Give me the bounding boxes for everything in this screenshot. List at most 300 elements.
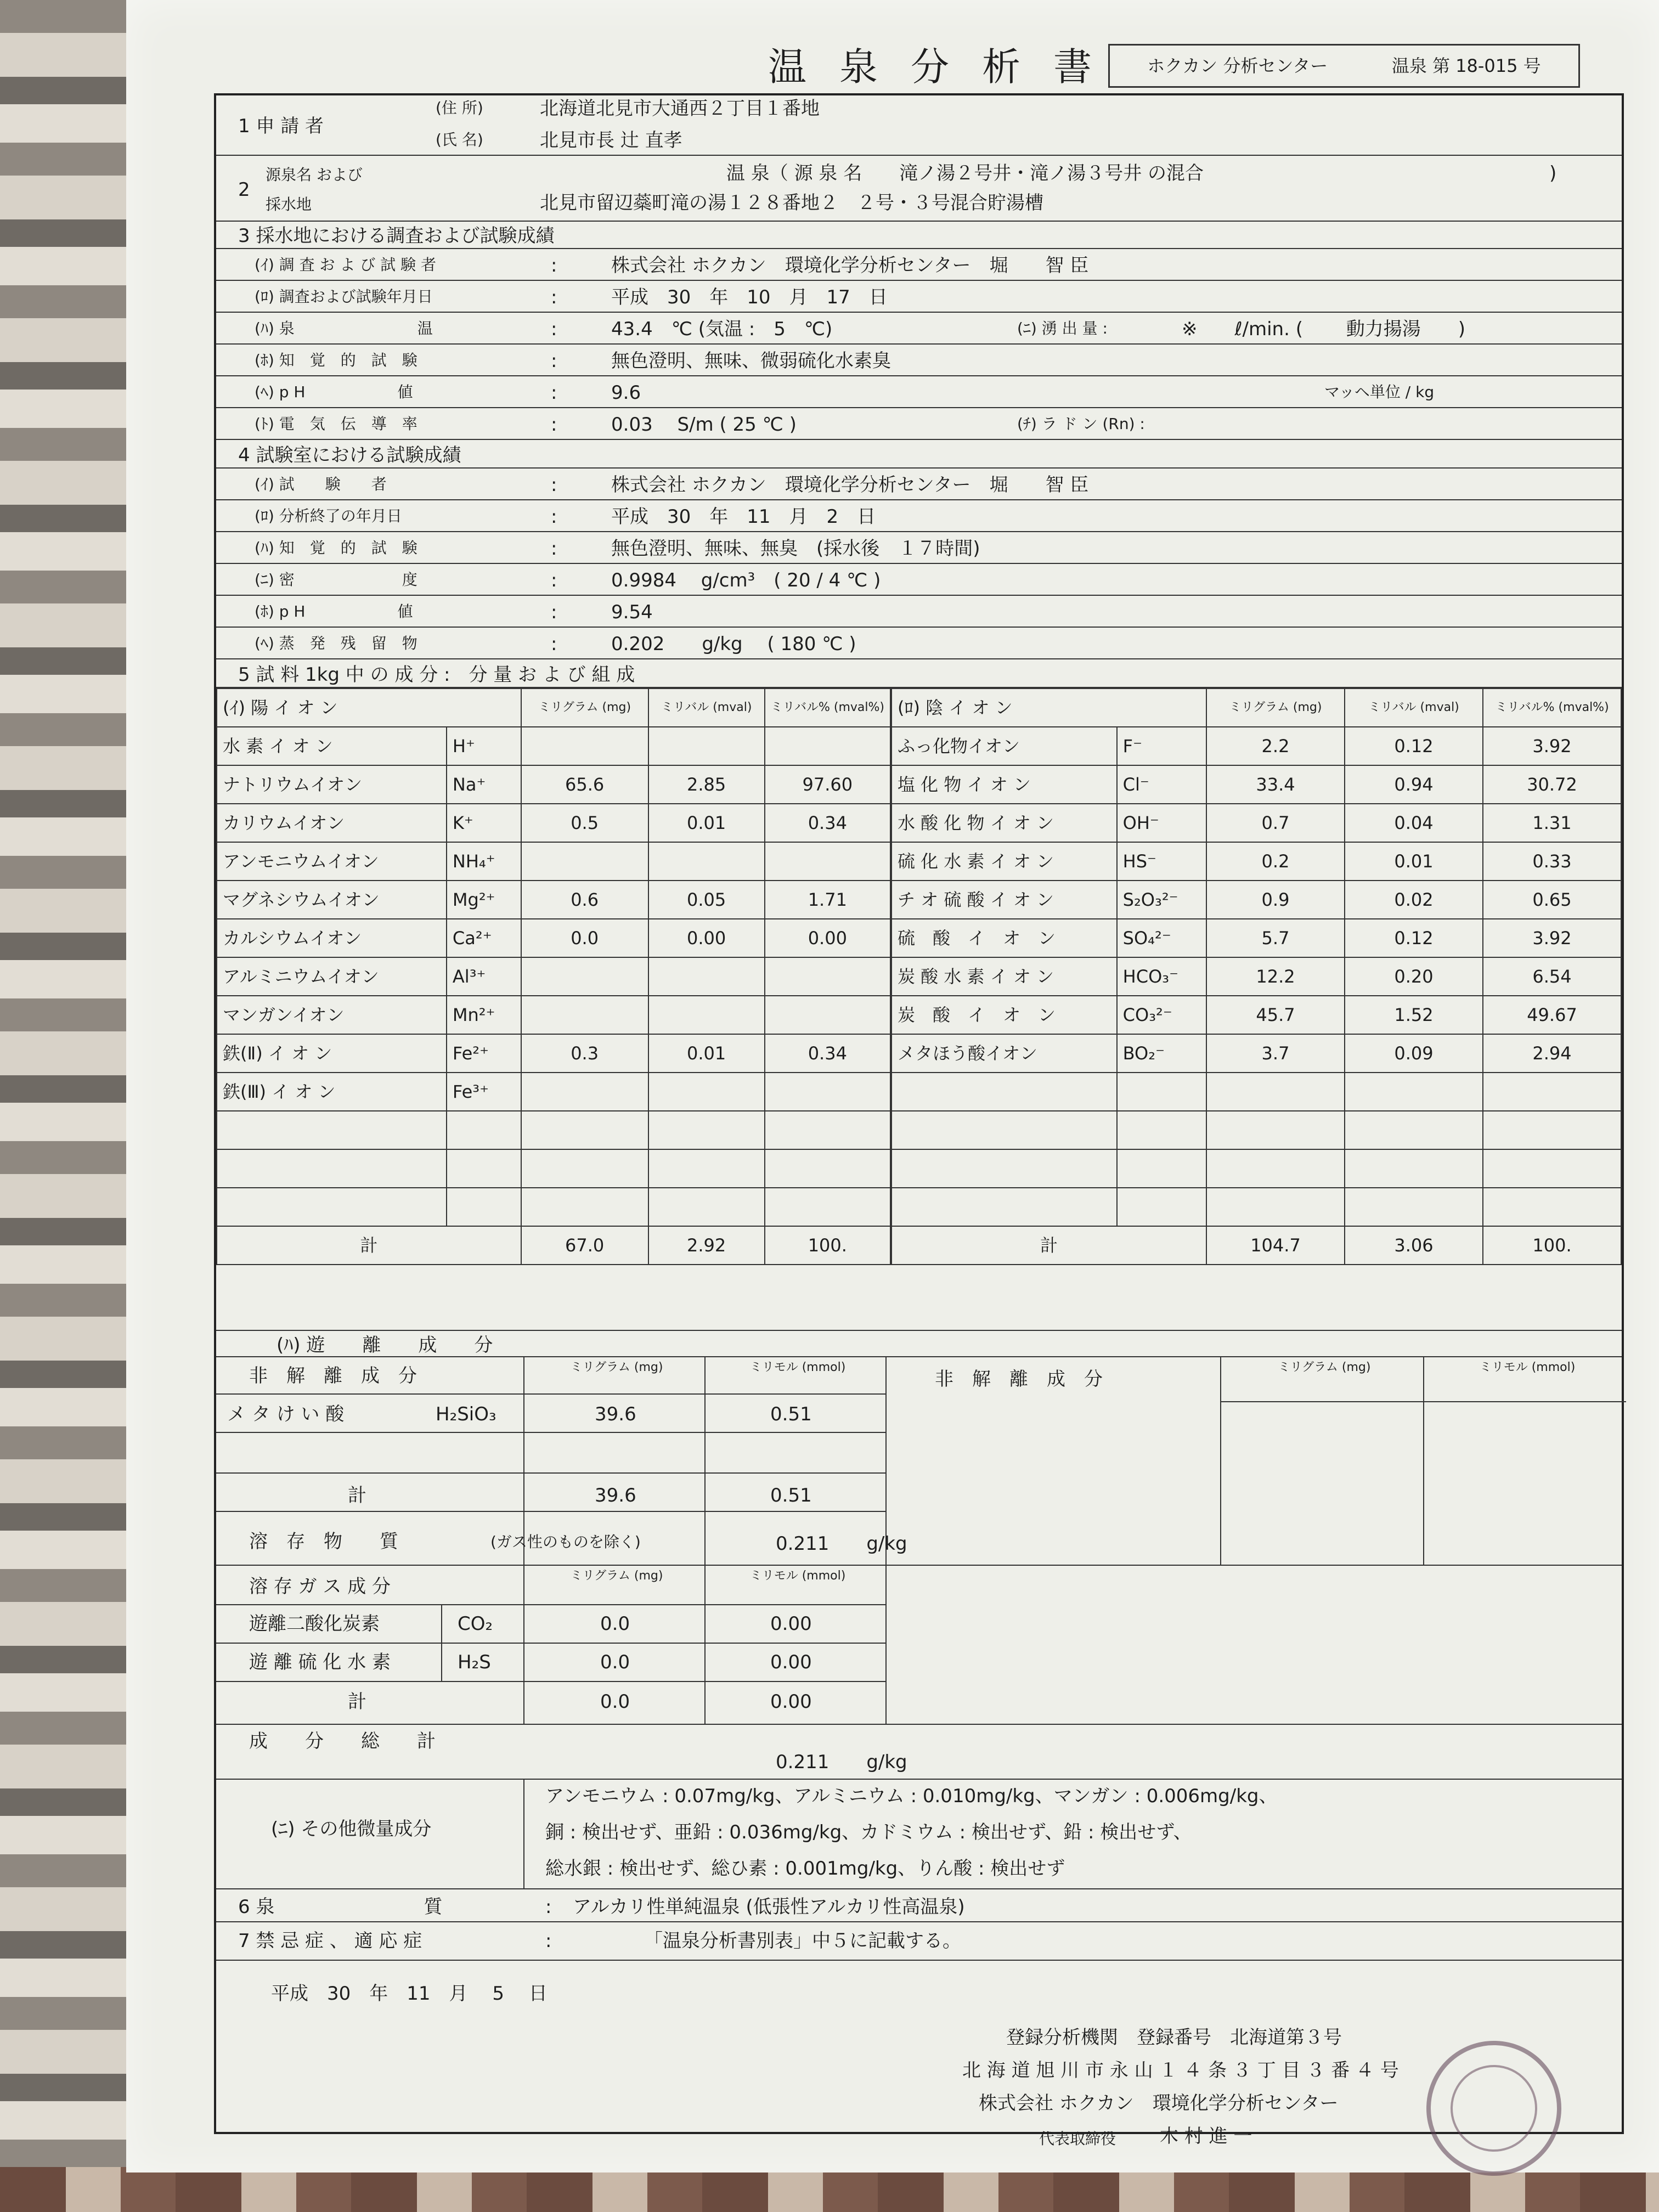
s3-row-label: (ﾄ) 電 気 伝 導 率	[255, 415, 417, 433]
metasilicic-mmol: 0.51	[770, 1403, 812, 1425]
ion-mval: 1.52	[1345, 996, 1483, 1034]
section3-heading-row	[216, 222, 1622, 249]
ion-name: マグネシウムイオン	[217, 881, 447, 919]
nondiss-total-mg: 39.6	[595, 1485, 636, 1506]
ion-mval: 0.00	[648, 919, 765, 957]
report-number: 温泉 第 18-015 号	[1391, 55, 1541, 76]
spring-close: )	[1549, 162, 1557, 184]
ion-name: 鉄(Ⅲ) イ オ ン	[217, 1073, 447, 1111]
ion-row	[891, 727, 1621, 765]
empty-cell	[1345, 1188, 1483, 1226]
ion-name: ふっ化物イオン	[891, 727, 1117, 765]
ion-mval: 0.12	[1345, 919, 1483, 957]
ion-mval: 0.05	[648, 881, 765, 919]
ion-name: 硫 酸 イ オ ン	[891, 919, 1117, 957]
dissolved-value: 0.211 g/kg	[776, 1533, 907, 1555]
empty-cell	[1345, 1073, 1483, 1111]
cation-table	[216, 688, 891, 1265]
s4-row-value: 株式会社 ホクカン 環境化学分析センター 堀 智 臣	[611, 474, 1089, 496]
section5-heading: 5 試 料 1kg 中 の 成 分 : 分 量 お よ び 組 成	[238, 664, 635, 686]
divider	[523, 1566, 524, 1725]
ion-formula: SO₄²⁻	[1117, 919, 1206, 957]
s3-row-colon: :	[551, 255, 557, 276]
anion-heading: (ﾛ) 陰 イ オ ン	[891, 689, 1206, 727]
ion-formula: Na⁺	[447, 765, 521, 804]
ion-mval: 0.20	[1345, 957, 1483, 996]
ion-total-row	[891, 1226, 1621, 1265]
nondiss-col-mmol-right: ミリモル (mmol)	[1479, 1361, 1576, 1374]
ion-formula: OH⁻	[1117, 804, 1206, 842]
s3-row	[216, 281, 1622, 313]
ion-mvalp: 1.71	[765, 881, 890, 919]
section-applicant	[216, 95, 1622, 156]
ion-mg: 33.4	[1206, 765, 1345, 804]
divider	[216, 1432, 885, 1433]
empty-cell	[447, 1149, 521, 1188]
metasilicic-formula: H₂SiO₃	[436, 1403, 496, 1425]
ion-row	[891, 842, 1621, 881]
ion-row-empty	[217, 1188, 890, 1226]
section4-heading-row	[216, 441, 1622, 469]
ion-name: 鉄(Ⅱ) イ オ ン	[217, 1034, 447, 1073]
gas-block	[216, 1566, 1622, 1725]
ion-mvalp: 0.33	[1483, 842, 1621, 881]
gas-co2-name: 遊離二酸化炭素	[249, 1613, 380, 1635]
s3-row-label: (ﾛ) 調査および試験年月日	[255, 287, 433, 306]
ion-row-empty	[217, 1111, 890, 1149]
s4-row-colon: :	[551, 633, 557, 655]
section5-heading-row	[216, 661, 1622, 688]
s3-row	[216, 345, 1622, 376]
divider	[216, 1643, 885, 1644]
section-quality	[216, 1889, 1622, 1922]
ion-formula: HS⁻	[1117, 842, 1206, 881]
ion-mg: 45.7	[1206, 996, 1345, 1034]
divider	[885, 1566, 887, 1725]
gas-co2-formula: CO₂	[458, 1613, 493, 1635]
s4-row	[216, 500, 1622, 532]
s4-row-value: 0.202 g/kg ( 180 ℃ )	[611, 633, 856, 655]
anion-header-row	[891, 689, 1621, 727]
ion-formula: HCO₃⁻	[1117, 957, 1206, 996]
empty-cell	[1206, 1188, 1345, 1226]
divider	[216, 1511, 885, 1512]
s3-row-colon: :	[551, 350, 557, 372]
dissolved-label: 溶 存 物 質	[249, 1531, 398, 1553]
ion-row	[217, 1073, 890, 1111]
form-frame	[214, 93, 1624, 2148]
ion-mval: 0.04	[1345, 804, 1483, 842]
gas-h2s-mg: 0.0	[600, 1651, 630, 1673]
cation-heading: (ｲ) 陽 イ オ ン	[217, 689, 521, 727]
empty-cell	[891, 1111, 1117, 1149]
quality-colon: :	[545, 1896, 552, 1918]
indications-value: 「温泉分析書別表」中５に記載する。	[644, 1930, 961, 1952]
ion-formula: NH₄⁺	[447, 842, 521, 881]
ion-mval: 0.02	[1345, 881, 1483, 919]
s3-row-value: 43.4 ℃ (気温 : 5 ℃)	[611, 318, 833, 340]
empty-cell	[1483, 1188, 1621, 1226]
ion-formula: CO₃²⁻	[1117, 996, 1206, 1034]
applicant-name: 北見市長 辻 直孝	[540, 129, 682, 151]
s3-row-colon: :	[551, 286, 557, 308]
empty-cell	[447, 1111, 521, 1149]
ion-mval: 0.01	[1345, 842, 1483, 881]
ion-mg: 65.6	[521, 765, 648, 804]
name-label: (氏 名)	[436, 131, 483, 149]
source-number: 2	[238, 179, 250, 201]
ion-name: チ オ 硫 酸 イ オ ン	[891, 881, 1117, 919]
ion-row-empty	[217, 1149, 890, 1188]
ion-mg: 0.6	[521, 881, 648, 919]
ion-mval	[648, 727, 765, 765]
nondiss-col-mmol: ミリモル (mmol)	[749, 1361, 846, 1374]
empty-cell	[1117, 1073, 1206, 1111]
total-value: 0.211 g/kg	[776, 1751, 907, 1773]
anion-col-mval: ミリバル (mval)	[1345, 689, 1483, 727]
spring-name: 温 泉（ 源 泉 名 滝ノ湯２号井・滝ノ湯３号井 の混合	[726, 162, 1204, 184]
source-label-1: 源泉名 および	[266, 166, 363, 184]
s4-row-colon: :	[551, 506, 557, 528]
s3-row-value: 平成 30 年 10 月 17 日	[611, 286, 888, 308]
ion-mvalp: 30.72	[1483, 765, 1621, 804]
indications-label: 7 禁 忌 症 、 適 応 症	[238, 1930, 422, 1952]
nondiss-label-right: 非 解 離 成 分	[935, 1368, 1103, 1390]
gas-label: 溶 存 ガ ス 成 分	[249, 1576, 391, 1598]
empty-cell	[648, 1188, 765, 1226]
ion-total-mval: 2.92	[648, 1226, 765, 1265]
ion-mg: 0.0	[521, 919, 648, 957]
trace-line-2: 銅 : 検出せず、亜鉛 : 0.036mg/kg、カドミウム : 検出せず、鉛 : 検出せず、	[545, 1821, 1192, 1843]
ion-name: ナトリウムイオン	[217, 765, 447, 804]
section-source	[216, 156, 1622, 222]
section4-heading: 4 試験室における試験成績	[238, 444, 461, 466]
cation-col-mg: ミリグラム (mg)	[521, 689, 648, 727]
ion-formula: Mg²⁺	[447, 881, 521, 919]
gas-h2s-name: 遊 離 硫 化 水 素	[249, 1651, 391, 1673]
s4-row-label: (ﾎ) p H 値	[255, 602, 413, 620]
empty-cell	[891, 1073, 1117, 1111]
indications-colon: :	[545, 1930, 552, 1952]
ion-mvalp: 0.65	[1483, 881, 1621, 919]
dissolved-note: (ガス性のものを除く)	[490, 1533, 641, 1551]
s3-row-label: (ﾎ) 知 覚 的 試 験	[255, 351, 417, 369]
divider	[704, 1566, 706, 1725]
empty-cell	[891, 1188, 1117, 1226]
ion-name: 硫 化 水 素 イ オ ン	[891, 842, 1117, 881]
s3-row	[216, 249, 1622, 281]
ion-name: 炭 酸 水 素 イ オ ン	[891, 957, 1117, 996]
background-left	[0, 0, 126, 2212]
flow-label: (ﾆ) 湧 出 量 :	[1017, 319, 1108, 337]
ion-mvalp: 49.67	[1483, 996, 1621, 1034]
divider	[216, 1393, 885, 1395]
divider	[216, 1472, 885, 1474]
empty-cell	[217, 1149, 447, 1188]
quality-label: 6 泉 質	[238, 1896, 443, 1918]
empty-cell	[521, 1149, 648, 1188]
ion-mval	[648, 957, 765, 996]
document-title: 温泉分析書	[768, 44, 1125, 89]
ion-name: カルシウムイオン	[217, 919, 447, 957]
divider	[1423, 1357, 1424, 1566]
ion-mvalp: 3.92	[1483, 919, 1621, 957]
total-label: 成 分 総 計	[249, 1730, 436, 1752]
ion-row	[891, 919, 1621, 957]
ion-mg	[521, 842, 648, 881]
s3-row	[216, 408, 1622, 440]
ion-mvalp	[765, 1073, 890, 1111]
ion-name: 水 酸 化 物 イ オ ン	[891, 804, 1117, 842]
ion-total-row	[217, 1226, 890, 1265]
ion-mval: 0.09	[1345, 1034, 1483, 1073]
ion-mg: 2.2	[1206, 727, 1345, 765]
ion-mg: 0.5	[521, 804, 648, 842]
ion-mvalp: 0.34	[765, 804, 890, 842]
empty-cell	[521, 1188, 648, 1226]
report-org: ホクカン 分析センター	[1147, 55, 1328, 76]
ion-row	[217, 957, 890, 996]
ion-formula: S₂O₃²⁻	[1117, 881, 1206, 919]
ion-mvalp: 0.34	[765, 1034, 890, 1073]
ion-row	[217, 727, 890, 765]
cation-header-row	[217, 689, 890, 727]
s4-row-label: (ﾛ) 分析終了の年月日	[255, 507, 402, 525]
applicant-address: 北海道北見市大通西２丁目１番地	[540, 98, 820, 120]
empty-cell	[1483, 1073, 1621, 1111]
ion-formula: BO₂⁻	[1117, 1034, 1206, 1073]
lab-name: 株式会社 ホクカン 環境化学分析センター	[979, 2092, 1339, 2114]
sampling-location: 北見市留辺蘂町滝の湯１２８番地２ ２号・３号混合貯湯槽	[540, 192, 1043, 214]
ion-mval	[648, 996, 765, 1034]
s4-row	[216, 532, 1622, 564]
ion-formula: Cl⁻	[1117, 765, 1206, 804]
ion-mval	[648, 1073, 765, 1111]
ion-formula: Al³⁺	[447, 957, 521, 996]
gas-co2-mg: 0.0	[600, 1613, 630, 1635]
cation-col-mval: ミリバル (mval)	[648, 689, 765, 727]
divider	[1220, 1357, 1221, 1566]
divider	[1220, 1401, 1626, 1402]
ion-formula: Fe²⁺	[447, 1034, 521, 1073]
ion-row	[891, 765, 1621, 804]
empty-cell	[1206, 1111, 1345, 1149]
s3-row-colon: :	[551, 382, 557, 404]
ion-mvalp: 97.60	[765, 765, 890, 804]
ion-mval: 0.94	[1345, 765, 1483, 804]
ion-mg: 0.3	[521, 1034, 648, 1073]
nondiss-total-label: 計	[348, 1485, 366, 1506]
radon-label: (ﾁ) ラ ド ン (Rn) :	[1017, 415, 1145, 433]
empty-cell	[765, 1149, 890, 1188]
flow-value: ※ ℓ/min. ( 動力揚湯 )	[1182, 318, 1466, 340]
s4-row-colon: :	[551, 601, 557, 623]
ion-row-empty	[891, 1073, 1621, 1111]
free-components-heading-row	[216, 1330, 1622, 1357]
ion-row	[891, 881, 1621, 919]
free-components-heading: (ﾊ) 遊 離 成 分	[276, 1334, 493, 1356]
trace-line-1: アンモニウム : 0.07mg/kg、アルミニウム : 0.010mg/kg、マンガン : 0.006mg/kg、	[545, 1785, 1278, 1807]
ion-mvalp	[765, 842, 890, 881]
trace-block	[216, 1780, 1622, 1889]
ion-name: メタほう酸イオン	[891, 1034, 1117, 1073]
representative-name: 木 村 進 一	[1160, 2125, 1252, 2147]
s4-row-label: (ﾊ) 知 覚 的 試 験	[255, 539, 417, 557]
s4-row	[216, 564, 1622, 596]
report-number-box	[1108, 44, 1580, 88]
s4-row	[216, 628, 1622, 659]
empty-cell	[1117, 1149, 1206, 1188]
ion-mg	[521, 996, 648, 1034]
ion-name: 炭 酸 イ オ ン	[891, 996, 1117, 1034]
ion-total-label: 計	[217, 1226, 521, 1265]
gas-co2-mmol: 0.00	[770, 1613, 812, 1635]
empty-cell	[648, 1111, 765, 1149]
ion-mval: 0.12	[1345, 727, 1483, 765]
s3-row-colon: :	[551, 318, 557, 340]
s4-row-value: 無色澄明、無味、無臭 (採水後 １７時間)	[611, 538, 980, 560]
ion-row	[891, 1034, 1621, 1073]
ion-row-empty	[891, 1188, 1621, 1226]
ion-mg	[521, 1073, 648, 1111]
empty-cell	[1206, 1073, 1345, 1111]
ion-mg	[521, 957, 648, 996]
s3-row-label: (ｲ) 調 査 お よ び 試 験 者	[255, 256, 437, 274]
ion-mg	[521, 727, 648, 765]
divider	[523, 1780, 524, 1889]
ion-mvalp: 0.00	[765, 919, 890, 957]
ion-mg: 12.2	[1206, 957, 1345, 996]
ion-mval: 0.01	[648, 804, 765, 842]
ion-row	[217, 919, 890, 957]
quality-value: アルカリ性単純温泉 (低張性アルカリ性高温泉)	[573, 1896, 965, 1918]
empty-cell	[1483, 1149, 1621, 1188]
ion-formula: Fe³⁺	[447, 1073, 521, 1111]
empty-cell	[1345, 1111, 1483, 1149]
ion-mg: 5.7	[1206, 919, 1345, 957]
ion-formula: F⁻	[1117, 727, 1206, 765]
gas-h2s-formula: H₂S	[458, 1651, 491, 1673]
nondiss-col-mg: ミリグラム (mg)	[570, 1361, 663, 1374]
s4-row-value: 9.54	[611, 601, 653, 623]
s4-row-label: (ﾆ) 密 度	[255, 571, 417, 589]
empty-cell	[1117, 1111, 1206, 1149]
ion-mg: 0.7	[1206, 804, 1345, 842]
section-indications	[216, 1922, 1622, 1961]
ion-total-mvalp: 100.	[765, 1226, 890, 1265]
empty-cell	[1345, 1149, 1483, 1188]
ion-formula: K⁺	[447, 804, 521, 842]
empty-cell	[217, 1111, 447, 1149]
ion-mg: 0.2	[1206, 842, 1345, 881]
ion-row	[891, 804, 1621, 842]
s4-row	[216, 596, 1622, 628]
s3-row-colon: :	[551, 414, 557, 436]
divider	[704, 1357, 706, 1566]
divider	[216, 1604, 885, 1605]
ion-mvalp	[765, 996, 890, 1034]
nondiss-label-left: 非 解 離 成 分	[249, 1365, 417, 1387]
ion-name: アンモニウムイオン	[217, 842, 447, 881]
nondissociated-block	[216, 1357, 1622, 1566]
s3-row-label: (ﾍ) p H 値	[255, 383, 413, 401]
ion-row	[217, 881, 890, 919]
applicant-label: 1 申 請 者	[238, 115, 324, 137]
s4-row-label: (ｲ) 試 験 者	[255, 475, 387, 493]
empty-cell	[447, 1188, 521, 1226]
ion-total-label: 計	[891, 1226, 1206, 1265]
s4-row-colon: :	[551, 538, 557, 560]
anion-col-mvalp: ミリバル% (mval%)	[1483, 689, 1621, 727]
ion-mvalp: 1.31	[1483, 804, 1621, 842]
ion-row	[217, 996, 890, 1034]
divider	[216, 1681, 885, 1682]
gas-col-mmol: ミリモル (mmol)	[749, 1569, 846, 1583]
metasilicic-mg: 39.6	[595, 1403, 636, 1425]
ion-total-mval: 3.06	[1345, 1226, 1483, 1265]
ion-name: 水 素 イ オ ン	[217, 727, 447, 765]
ion-name: アルミニウムイオン	[217, 957, 447, 996]
ion-total-mg: 104.7	[1206, 1226, 1345, 1265]
address-label: (住 所)	[436, 99, 483, 117]
metasilicic-name: メ タ け い 酸	[227, 1403, 345, 1425]
radon-value: マッヘ単位 / kg	[1324, 383, 1435, 401]
empty-cell	[1206, 1149, 1345, 1188]
empty-cell	[648, 1149, 765, 1188]
background-bottom	[0, 2167, 1659, 2212]
ion-name: 塩 化 物 イ オ ン	[891, 765, 1117, 804]
gas-col-mg: ミリグラム (mg)	[570, 1569, 663, 1583]
empty-cell	[521, 1111, 648, 1149]
gas-total-mmol: 0.00	[770, 1691, 812, 1713]
s4-row-value: 平成 30 年 11 月 2 日	[611, 506, 876, 528]
ion-name: カリウムイオン	[217, 804, 447, 842]
trace-line-3: 総水銀 : 検出せず、総ひ素 : 0.001mg/kg、りん酸 : 検出せず	[545, 1858, 1065, 1880]
anion-col-mg: ミリグラム (mg)	[1206, 689, 1345, 727]
ion-mval: 0.01	[648, 1034, 765, 1073]
ion-row	[217, 842, 890, 881]
s3-row-label: (ﾊ) 泉 温	[255, 319, 433, 337]
ion-mval	[648, 842, 765, 881]
ion-formula: Ca²⁺	[447, 919, 521, 957]
ion-row	[891, 996, 1621, 1034]
seal-stamp-inner	[1438, 2053, 1550, 2164]
gas-h2s-mmol: 0.00	[770, 1651, 812, 1673]
s3-row-value: 株式会社 ホクカン 環境化学分析センター 堀 智 臣	[611, 255, 1089, 276]
document-page	[126, 0, 1659, 2172]
ion-name: マンガンイオン	[217, 996, 447, 1034]
total-block	[216, 1725, 1622, 1780]
cation-col-mvalp: ミリバル% (mval%)	[765, 689, 890, 727]
trace-label: (ﾆ) その他微量成分	[271, 1818, 432, 1840]
s4-row-colon: :	[551, 569, 557, 591]
source-label-2: 採水地	[266, 195, 312, 213]
representative-title: 代表取締役	[1039, 2130, 1116, 2148]
gas-total-mg: 0.0	[600, 1691, 630, 1713]
nondiss-total-mmol: 0.51	[770, 1485, 812, 1506]
section3-heading: 3 採水地における調査および試験成績	[238, 225, 555, 247]
s3-row-value: 9.6	[611, 382, 641, 404]
ion-row	[217, 765, 890, 804]
lab-address: 北 海 道 旭 川 市 永 山 １ ４ 条 ３ 丁 目 ３ 番 ４ 号	[962, 2059, 1399, 2081]
ion-formula: Mn²⁺	[447, 996, 521, 1034]
ion-mvalp: 6.54	[1483, 957, 1621, 996]
empty-cell	[765, 1111, 890, 1149]
ion-mvalp	[765, 727, 890, 765]
ion-row	[217, 1034, 890, 1073]
empty-cell	[1483, 1111, 1621, 1149]
ion-mg: 0.9	[1206, 881, 1345, 919]
